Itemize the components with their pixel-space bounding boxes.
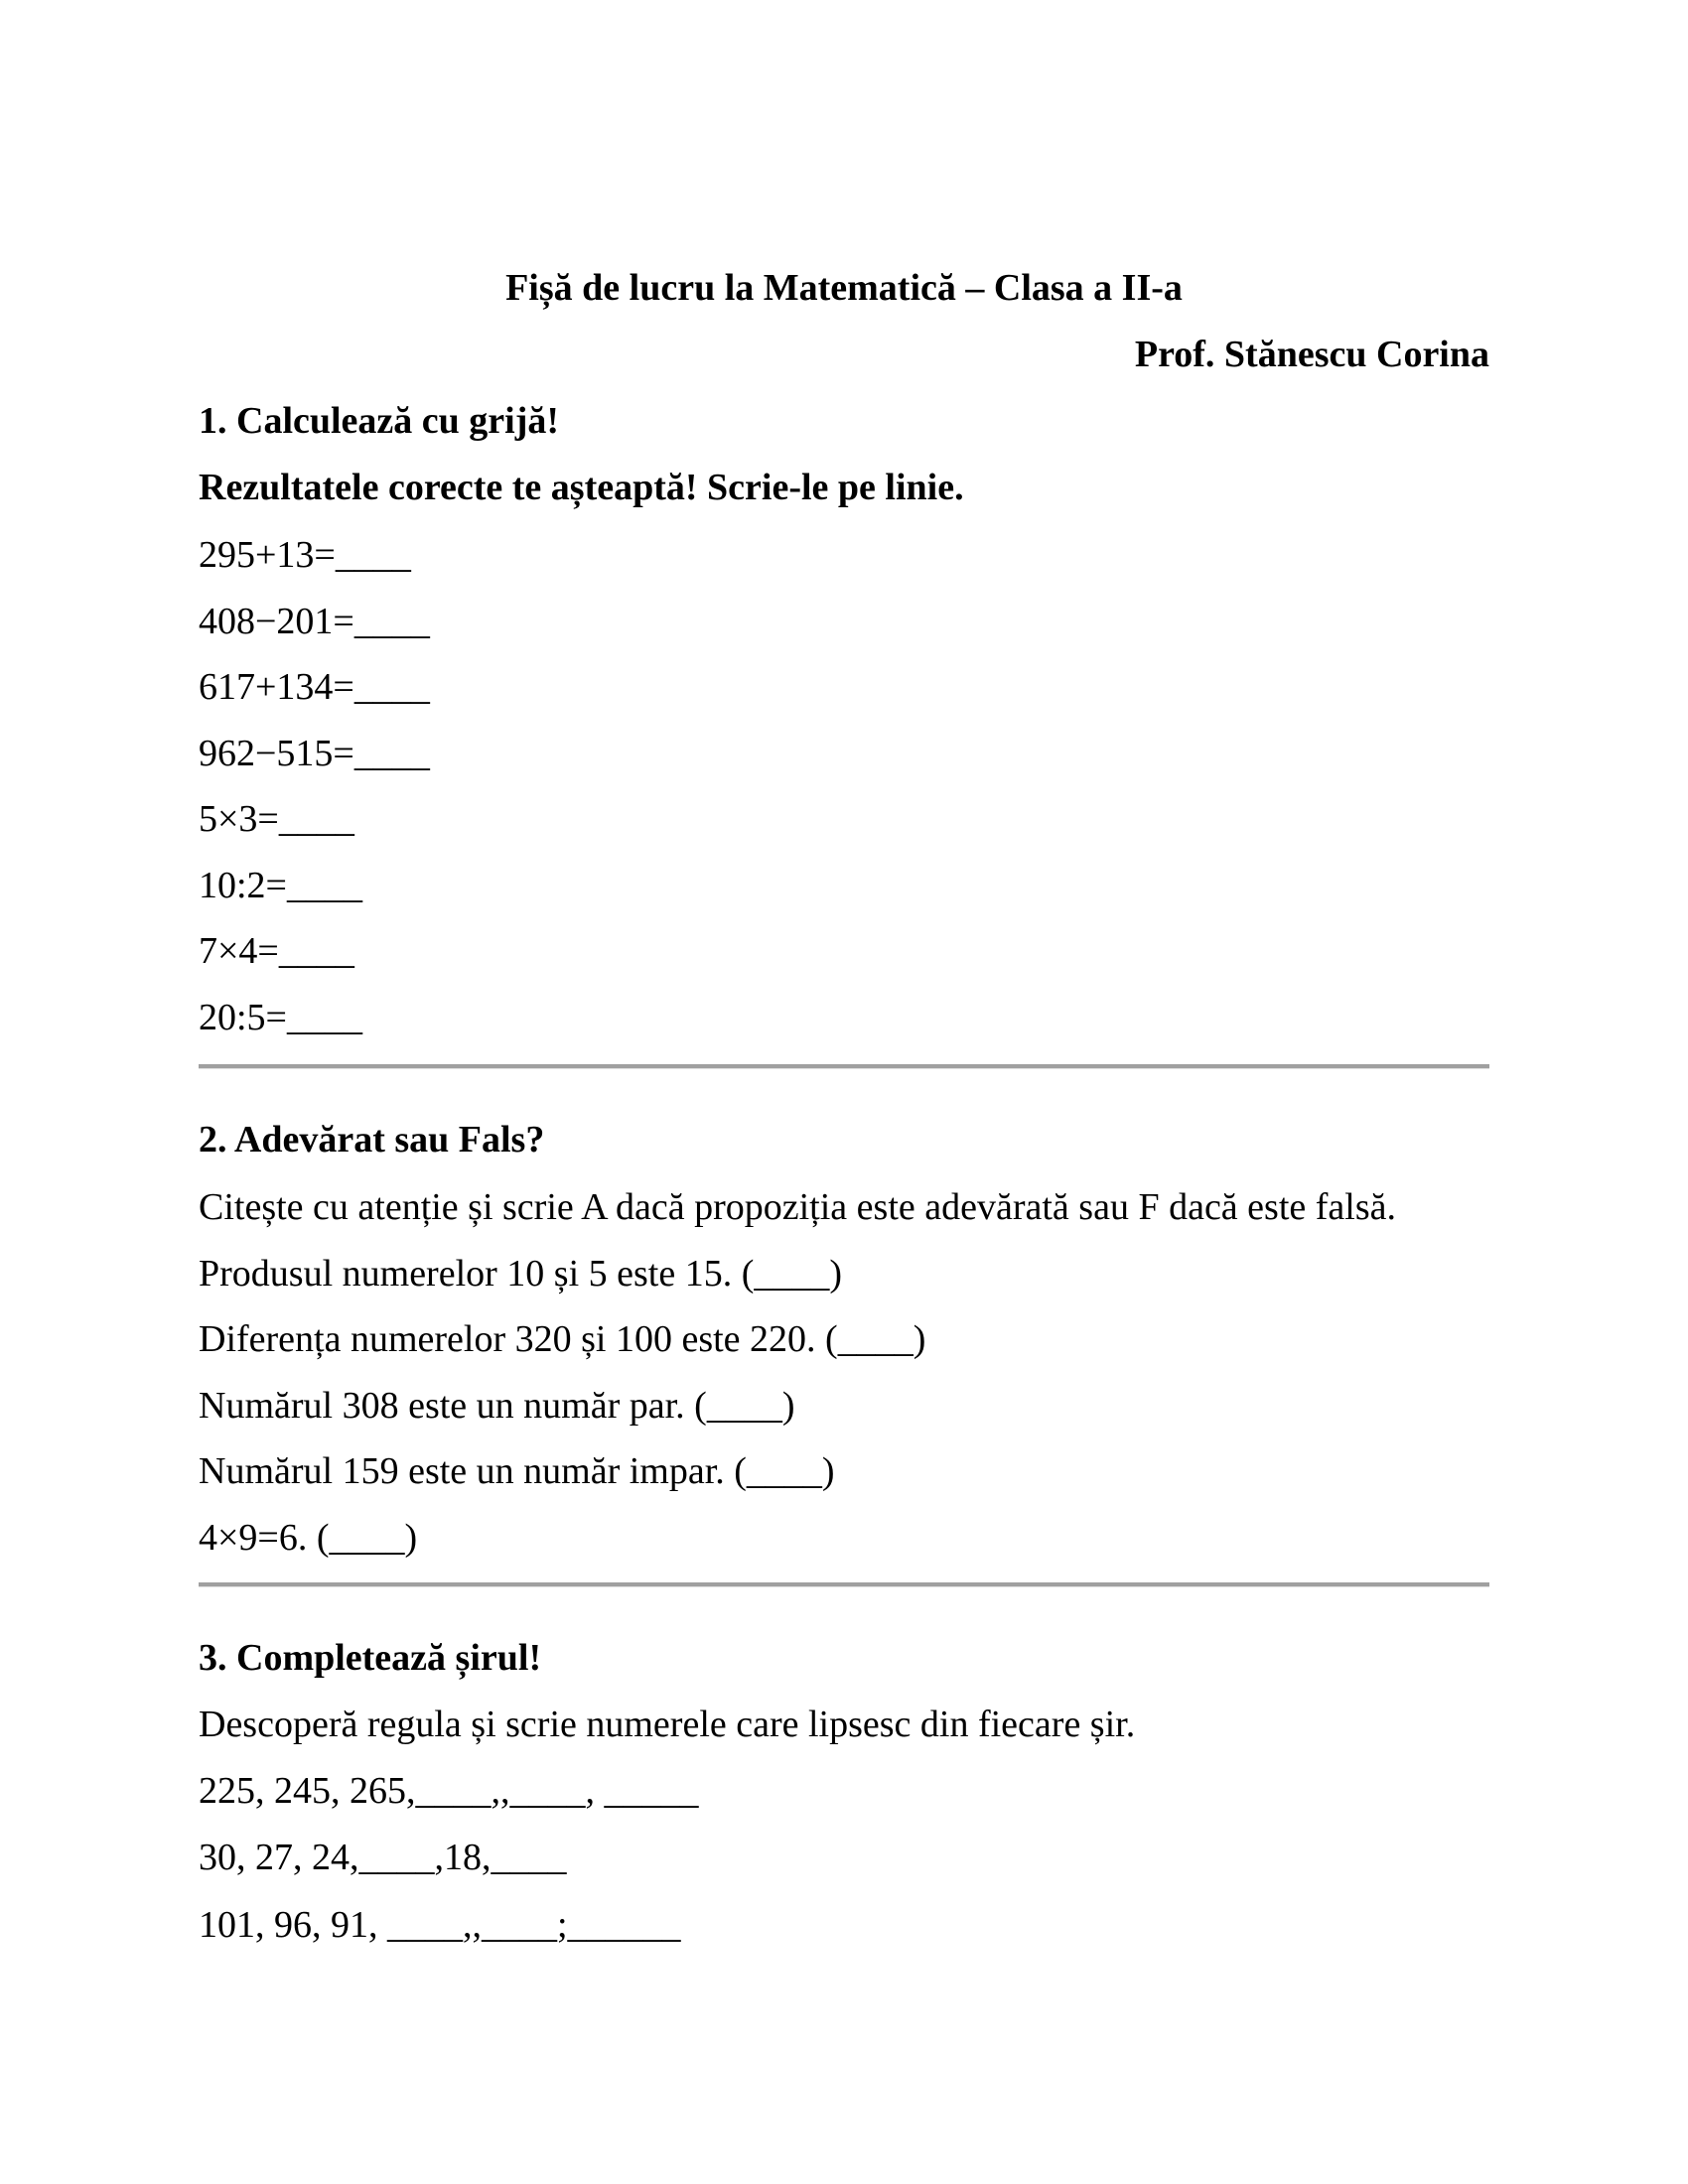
exercise-item: 7×4=____ [199, 930, 354, 972]
section-heading: 1. Calculează cu grijă! [199, 400, 560, 442]
exercise-item: 408−201=____ [199, 601, 430, 642]
exercise-item: 5×3=____ [199, 798, 354, 840]
exercise-item: 295+13=____ [199, 534, 411, 576]
section-divider [199, 1582, 1489, 1587]
exercise-item: 617+134=____ [199, 666, 430, 708]
statement-item: 4×9=6. (____) [199, 1517, 418, 1559]
statement-item: Diferența numerelor 320 și 100 este 220. (____) [199, 1318, 926, 1360]
statement-item: Produsul numerelor 10 și 5 este 15. (____) [199, 1253, 843, 1295]
exercise-item: 962−515=____ [199, 733, 430, 774]
section-instruction: Citește cu atenție și scrie A dacă propoziția este adevărată sau F dacă este falsă. [199, 1186, 1396, 1228]
sequence-item: 30, 27, 24,____,18,____ [199, 1837, 567, 1878]
section-heading: 2. Adevărat sau Fals? [199, 1119, 545, 1160]
page-title: Fișă de lucru la Matematică – Clasa a II-a [505, 267, 1183, 309]
statement-item: Numărul 308 este un număr par. (____) [199, 1385, 795, 1427]
statement-item: Numărul 159 este un număr impar. (____) [199, 1450, 835, 1492]
sequence-item: 101, 96, 91, ____,,____;______ [199, 1904, 681, 1946]
exercise-item: 20:5=____ [199, 997, 362, 1038]
section-instruction: Rezultatele corecte te așteaptă! Scrie-le pe linie. [199, 467, 964, 508]
author-name: Prof. Stănescu Corina [1134, 334, 1489, 375]
section-instruction: Descoperă regula și scrie numerele care lipsesc din fiecare șir. [199, 1704, 1136, 1745]
section-heading: 3. Completează șirul! [199, 1637, 542, 1679]
sequence-item: 225, 245, 265,____,,____, _____ [199, 1770, 699, 1812]
exercise-item: 10:2=____ [199, 865, 362, 906]
section-divider [199, 1064, 1489, 1069]
